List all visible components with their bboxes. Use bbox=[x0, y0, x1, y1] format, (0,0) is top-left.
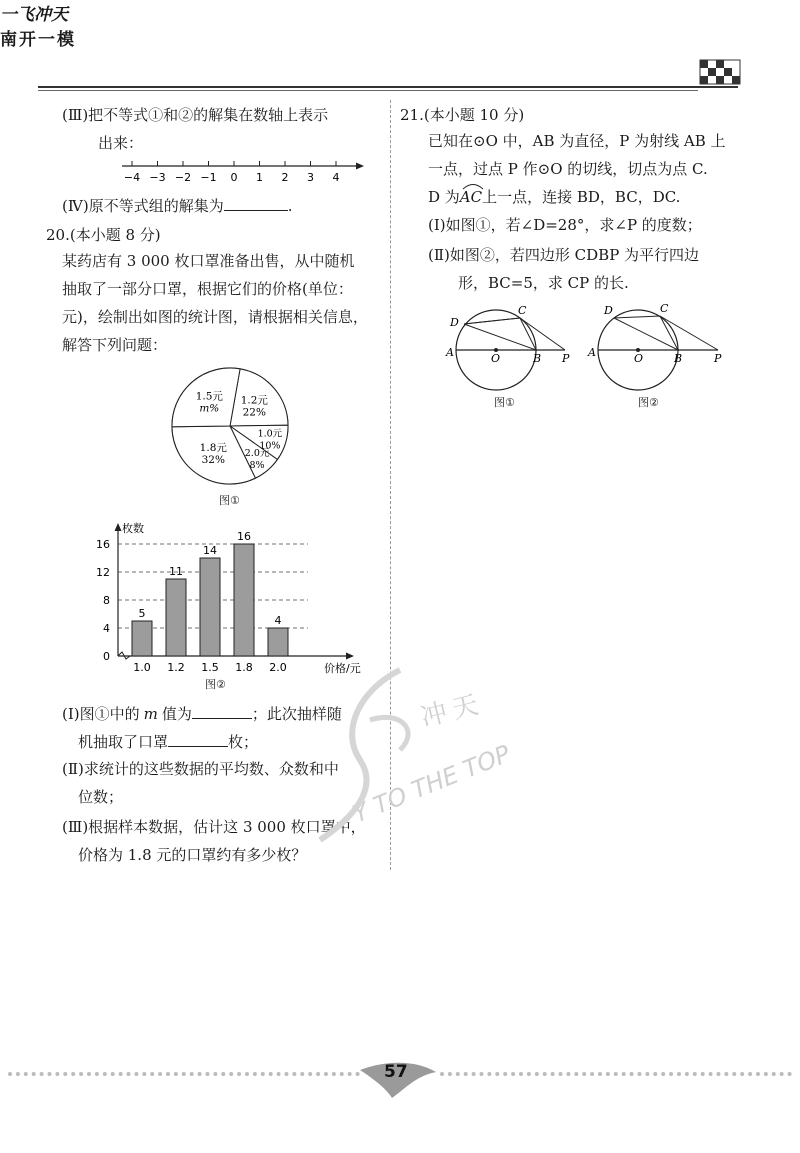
arc-ac bbox=[460, 186, 482, 208]
bar bbox=[268, 628, 288, 656]
x-tick-label: 2.0 bbox=[269, 661, 287, 674]
brand-logo: 一飞冲天 bbox=[0, 5, 68, 25]
pie-category-label: 1.2元 bbox=[240, 394, 268, 407]
label-a: A bbox=[446, 346, 454, 359]
geo-caption-2: 图② bbox=[638, 396, 659, 409]
y-tick-label: 0 bbox=[103, 650, 110, 663]
pie-percent-label: 8% bbox=[249, 459, 265, 471]
page-title: 南开一模 bbox=[0, 30, 76, 50]
q20-part1-a: (Ⅰ)图①中的 bbox=[62, 705, 140, 723]
pie-category-label: 1.0元 bbox=[257, 428, 283, 440]
geometry-figure-1 bbox=[440, 300, 580, 400]
x-tick-label: 1.2 bbox=[167, 661, 185, 674]
pie-caption: 图① bbox=[219, 494, 240, 507]
answer-blank[interactable] bbox=[224, 194, 288, 211]
y-tick-label: 4 bbox=[103, 622, 110, 635]
q19-part4-text: (Ⅳ)原不等式组的解集为 bbox=[62, 197, 224, 215]
bar-caption: 图② bbox=[205, 678, 226, 691]
q19-part3-line1: (Ⅲ)把不等式①和②的解集在数轴上表示 bbox=[62, 106, 329, 124]
q20-part1-m: m bbox=[143, 705, 158, 723]
q21-line2: 一点，过点 P 作⊙O 的切线，切点为点 C. bbox=[428, 160, 708, 178]
label-d: D bbox=[604, 304, 613, 317]
label-c: C bbox=[660, 302, 669, 315]
number-line bbox=[118, 158, 368, 188]
bar bbox=[234, 544, 254, 656]
label-a: A bbox=[588, 346, 596, 359]
pie-percent-label: 10% bbox=[259, 440, 281, 452]
tick-label: −3 bbox=[149, 171, 166, 184]
bar bbox=[200, 558, 220, 656]
q20-part2-line2: 位数； bbox=[78, 788, 124, 806]
x-axis-label: 价格/元 bbox=[324, 662, 361, 675]
label-b: B bbox=[674, 352, 683, 365]
label-p: P bbox=[562, 352, 570, 365]
tick-label: 1 bbox=[256, 171, 263, 184]
q20-heading: 20.(本小题 8 分) bbox=[46, 226, 161, 244]
bar-value-label: 11 bbox=[169, 565, 183, 578]
pie-percent-label: m% bbox=[199, 402, 220, 415]
pie-category-label: 2.0元 bbox=[244, 447, 270, 459]
label-p: P bbox=[714, 352, 722, 365]
q20-line3: 元)，绘制出如图的统计图，请根据相关信息， bbox=[62, 308, 368, 326]
tick-label: 4 bbox=[332, 171, 340, 184]
pie-category-label: 1.5元 bbox=[195, 390, 223, 403]
label-o: O bbox=[634, 352, 644, 365]
q20-part3-line2: 价格为 1.8 元的口罩约有多少枚？ bbox=[78, 846, 307, 864]
q21-line1: 已知在⊙O 中，AB 为直径，P 为射线 AB 上 bbox=[428, 132, 726, 150]
q21-line3 bbox=[428, 186, 680, 208]
x-tick-label: 1.0 bbox=[133, 661, 151, 674]
y-tick-label: 8 bbox=[103, 594, 110, 607]
number-line-ticks bbox=[124, 161, 340, 184]
q20-line4: 解答下列问题： bbox=[62, 336, 168, 354]
watermark-swirl-icon bbox=[300, 650, 440, 850]
label-b: B bbox=[533, 352, 542, 365]
footer-rule-right bbox=[440, 1072, 792, 1076]
arc-mark-icon bbox=[462, 182, 484, 190]
q21-part2-line1: (Ⅱ)如图②，若四边形 CDBP 为平行四边 bbox=[428, 246, 700, 264]
tick-label: −1 bbox=[200, 171, 217, 184]
x-tick-label: 1.8 bbox=[235, 661, 253, 674]
bar-value-label: 14 bbox=[203, 544, 217, 557]
q21-heading: 21.(本小题 10 分) bbox=[400, 106, 525, 124]
label-o: O bbox=[491, 352, 501, 365]
pie-percent-label: 22% bbox=[242, 406, 266, 419]
q21-line3a: D 为 bbox=[428, 188, 460, 206]
bar-value-label: 4 bbox=[274, 614, 282, 627]
pie-chart bbox=[160, 362, 300, 490]
header-rule bbox=[38, 86, 738, 88]
y-axis-arrow-icon bbox=[115, 523, 122, 531]
y-axis-label: 枚数 bbox=[122, 522, 144, 535]
x-tick-label: 1.5 bbox=[201, 661, 219, 674]
tick-label: −2 bbox=[174, 171, 192, 184]
sample-count-blank[interactable] bbox=[168, 730, 228, 747]
bar bbox=[132, 621, 152, 656]
q20-part3-line1: (Ⅲ)根据样本数据，估计这 3 000 枚口罩中， bbox=[62, 818, 366, 836]
checker-icon bbox=[698, 56, 746, 90]
y-tick-label: 16 bbox=[96, 538, 110, 551]
geo-caption-1: 图① bbox=[494, 396, 515, 409]
y-tick-label: 12 bbox=[96, 566, 110, 579]
q20-line2: 抽取了一部分口罩，根据它们的价格(单位： bbox=[62, 280, 353, 298]
tick-label: 3 bbox=[307, 171, 314, 184]
q20-part1-l2a: 机抽取了口罩 bbox=[78, 733, 169, 751]
tick-label: 2 bbox=[281, 171, 289, 184]
watermark-cn: 冲天 bbox=[417, 688, 488, 734]
bar bbox=[166, 579, 186, 656]
arc-ac-text: AC bbox=[459, 188, 483, 206]
q20-part1-l2b: 枚； bbox=[228, 733, 259, 751]
q20-line1: 某药店有 3 000 枚口罩准备出售，从中随机 bbox=[62, 252, 355, 270]
m-value-blank[interactable] bbox=[192, 702, 252, 719]
q19-part4: (Ⅳ)原不等式组的解集为 . bbox=[62, 194, 292, 217]
bar-value-label: 5 bbox=[138, 607, 146, 620]
header-rule-thin bbox=[38, 90, 698, 91]
bar-value-label: 16 bbox=[237, 530, 251, 543]
footer-rule-left bbox=[8, 1072, 360, 1076]
q21-line3b: 上一点，连接 BD，BC，DC. bbox=[482, 188, 681, 206]
q19-part3-line2: 出来： bbox=[98, 134, 144, 152]
q21-part1: (Ⅰ)如图①，若∠D=28°，求∠P 的度数； bbox=[428, 216, 702, 234]
label-d: D bbox=[450, 316, 459, 329]
tick-label: −4 bbox=[123, 171, 141, 184]
q20-part2-line1: (Ⅱ)求统计的这些数据的平均数、众数和中 bbox=[62, 760, 339, 778]
geometry-figure-2 bbox=[584, 300, 734, 400]
label-c: C bbox=[518, 304, 527, 317]
q20-part1-b: 值为 bbox=[161, 705, 192, 723]
pie-category-label: 1.8元 bbox=[199, 442, 227, 455]
q21-part2-line2: 形，BC=5，求 CP 的长. bbox=[458, 274, 629, 292]
watermark-en: Y TO THE TOP bbox=[348, 739, 515, 829]
q20-part1-c: ；此次抽样随 bbox=[251, 705, 342, 723]
q20-part1-line2 bbox=[78, 730, 258, 753]
page-number: 57 bbox=[384, 1062, 408, 1082]
tick-label: 0 bbox=[230, 171, 238, 184]
pie-percent-label: 32% bbox=[201, 454, 225, 467]
